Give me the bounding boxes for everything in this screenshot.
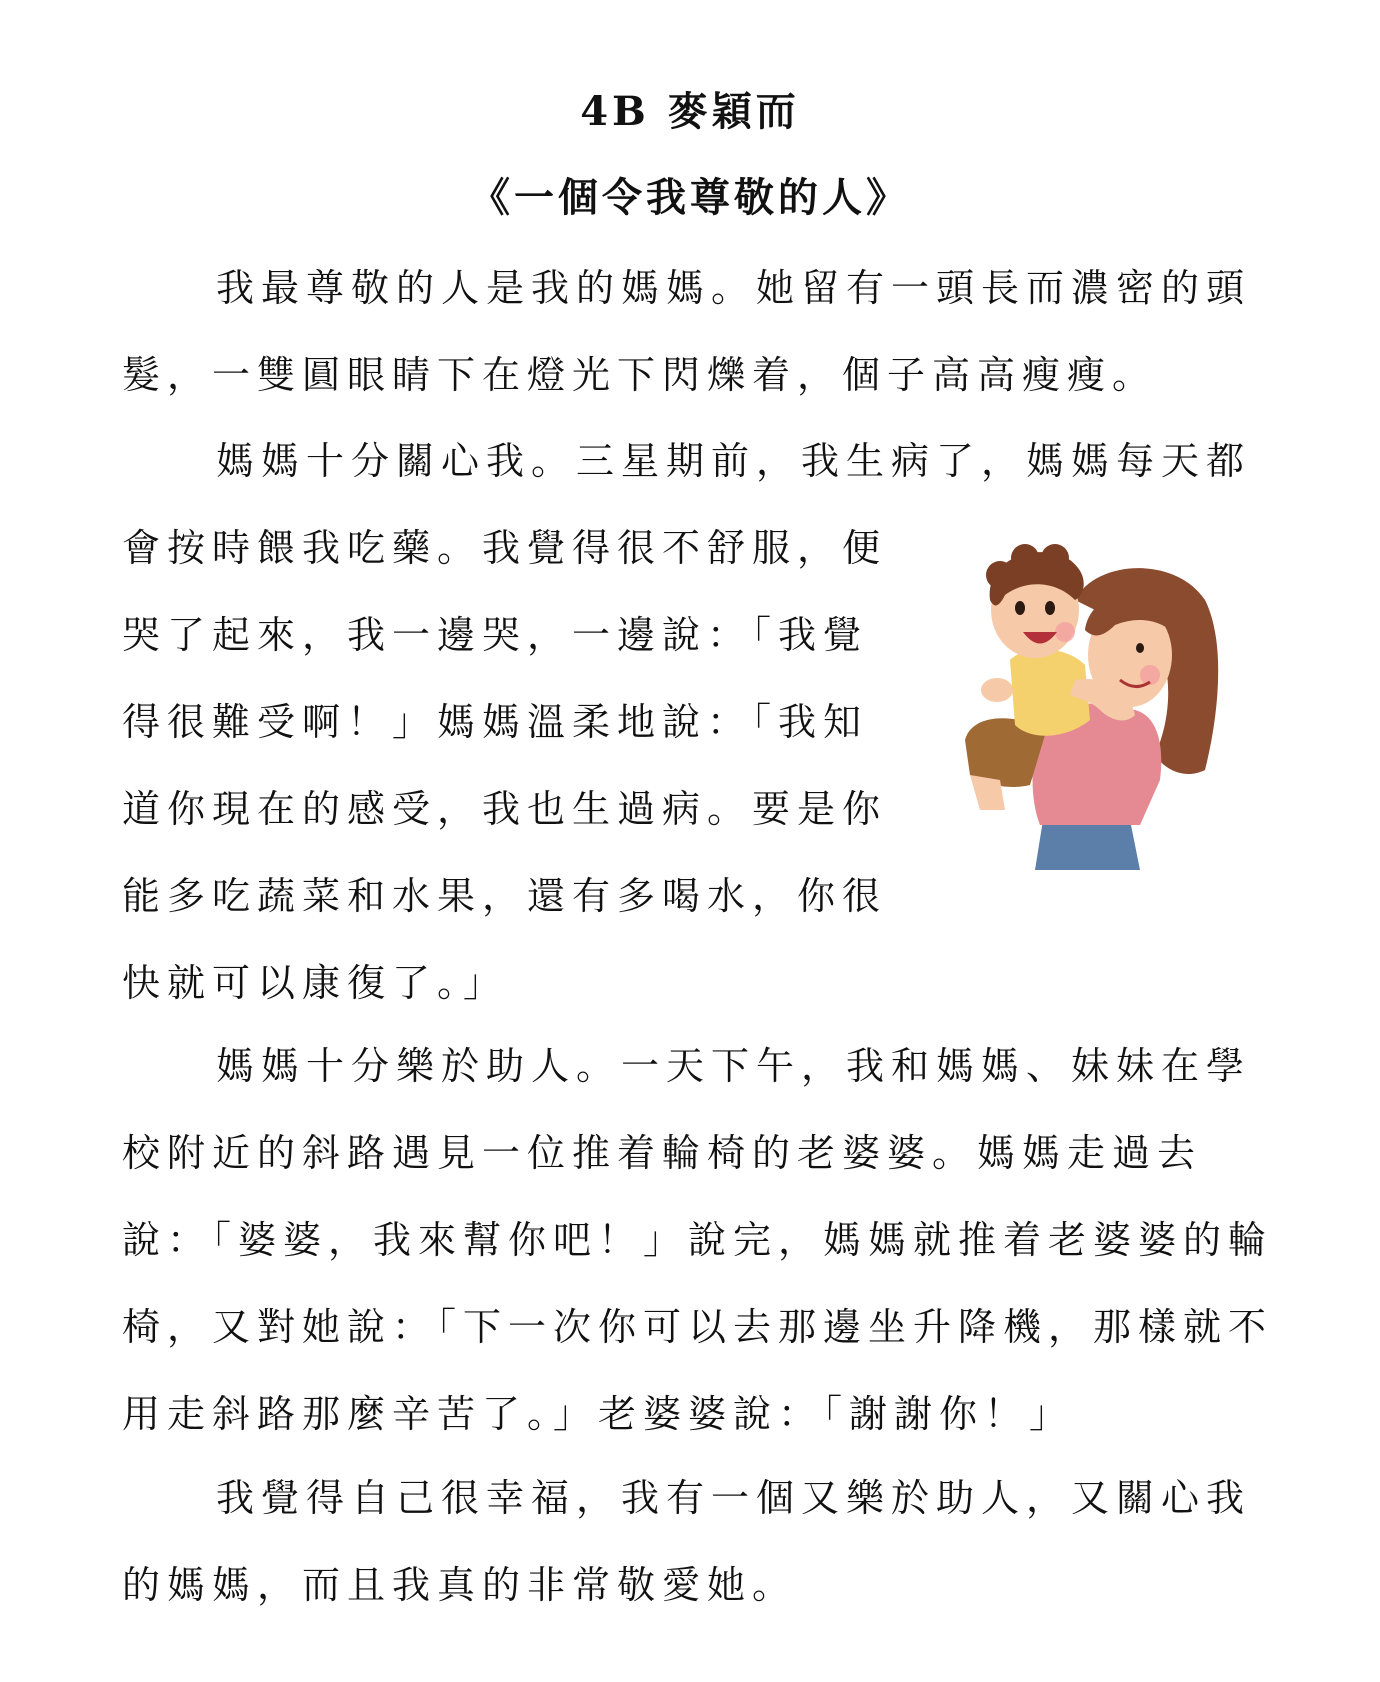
paragraph-line: 用走斜路那麼辛苦了。」老婆婆說：「謝謝你！」 [122,1392,1075,1436]
paragraph-line: 媽媽十分樂於助人。一天下午，我和媽媽、妹妹在學 [216,1044,1252,1088]
paragraph-line: 髮，一雙圓眼睛下在燈光下閃爍着，個子高高瘦瘦。 [122,353,1158,397]
mother-hugging-child-illustration [925,540,1245,890]
paragraph-line: 道你現在的感受，我也生過病。要是你 [122,787,888,831]
paragraph-line: 哭了起來，我一邊哭，一邊說：「我覺 [122,613,869,657]
paragraph-line: 校附近的斜路遇見一位推着輪椅的老婆婆。媽媽走過去 [122,1131,1203,1175]
paragraph-line: 會按時餵我吃藥。我覺得很不舒服，便 [122,526,888,570]
paragraph-line: 能多吃蔬菜和水果，還有多喝水，你很 [122,874,888,918]
paragraph-line: 椅，又對她說：「下一次你可以去那邊坐升降機，那樣就不 [122,1305,1274,1349]
paragraph-line: 的媽媽，而且我真的非常敬愛她。 [122,1563,798,1607]
paragraph-3 [122,1023,1273,1458]
paragraph-1 [122,245,1251,419]
essay-title: 《一個令我尊敬的人》 [470,174,910,221]
paragraph-line: 我最尊敬的人是我的媽媽。她留有一頭長而濃密的頭 [216,266,1252,310]
paragraph-line: 媽媽十分關心我。三星期前，我生病了，媽媽每天都 [216,439,1252,483]
paragraph-4 [122,1455,1251,1629]
paragraph-line: 快就可以康復了。」 [122,961,509,1005]
author-line: 4B 麥穎而 [580,88,800,135]
paragraph-line: 得很難受啊！」媽媽溫柔地說：「我知 [122,700,869,744]
paragraph-line: 我覺得自己很幸福，我有一個又樂於助人，又關心我 [216,1476,1252,1520]
paragraph-line: 說：「婆婆，我來幫你吧！」說完，媽媽就推着老婆婆的輪 [122,1218,1274,1262]
